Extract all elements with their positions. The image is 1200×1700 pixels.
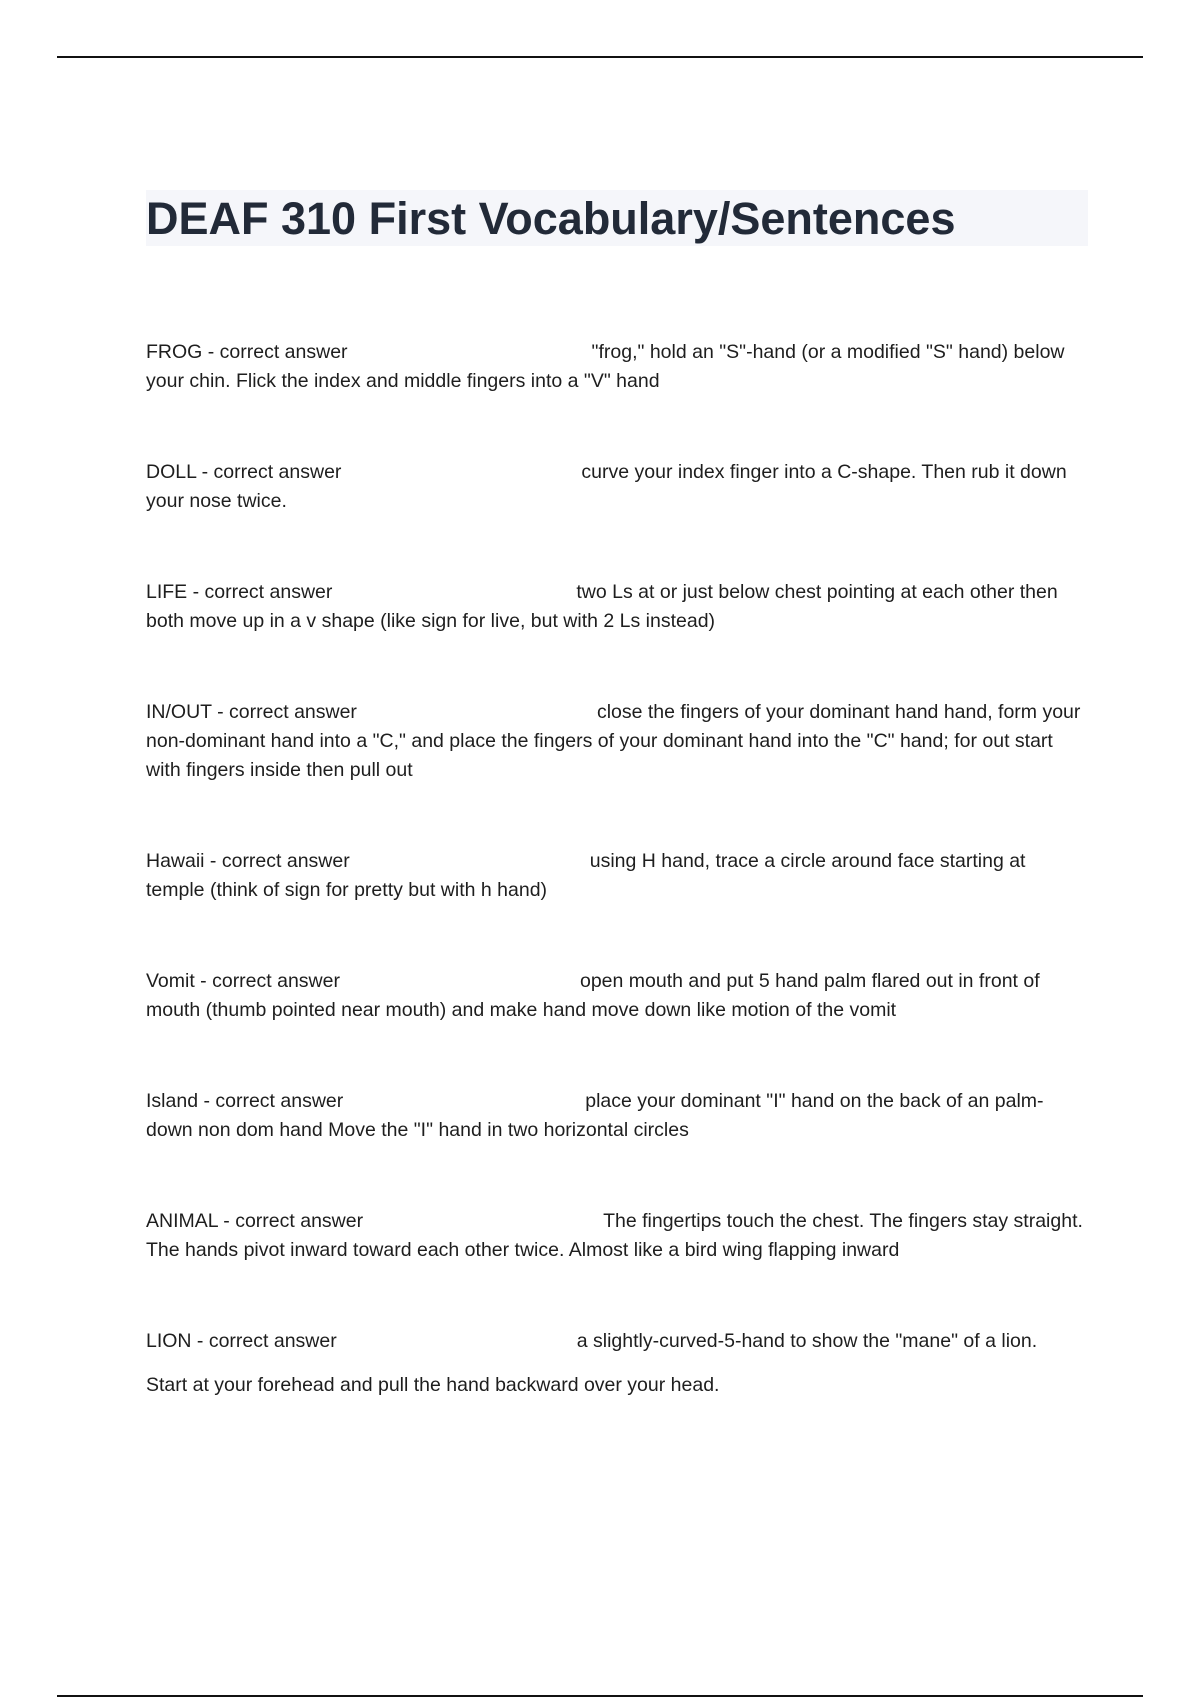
entry-term: Hawaii - correct answer — [146, 850, 350, 872]
vocab-entry-animal — [146, 1207, 1086, 1265]
document-title: DEAF 310 First Vocabulary/Sentences — [146, 193, 956, 244]
entry-definition: "frog," hold an "S"-hand (or a modified "S" hand) below your chin. Flick the index and middle fingers into a "V" hand — [146, 341, 1065, 392]
vocabulary-list — [146, 338, 1086, 1462]
vocab-entry-doll — [146, 458, 1086, 516]
entry-definition: two Ls at or just below chest pointing at each other then both move up in a v shape (like sign for live, but with 2 Ls instead) — [146, 581, 1058, 632]
entry-term: DOLL - correct answer — [146, 461, 342, 483]
entry-term: Vomit - correct answer — [146, 970, 340, 992]
entry-term: IN/OUT - correct answer — [146, 701, 357, 723]
vocab-entry-hawaii — [146, 847, 1086, 905]
entry-definition: curve your index finger into a C-shape. Then rub it down your nose twice. — [146, 461, 1067, 512]
vocab-entry-frog — [146, 338, 1086, 396]
entry-definition: close the fingers of your dominant hand hand, form your non-dominant hand into a "C," and place the fingers of your dominant hand into the "C" hand; for out start with fingers inside then pull out — [146, 701, 1081, 781]
entry-definition: using H hand, trace a circle around face starting at temple (think of sign for pretty but with h hand) — [146, 850, 1026, 901]
entry-definition: The fingertips touch the chest. The fingers stay straight. The hands pivot inward toward each other twice. Almost like a bird wing flapping inward — [146, 1210, 1083, 1261]
entry-definition-continued: Start at your forehead and pull the hand backward over your head. — [146, 1374, 720, 1396]
entry-definition: a slightly-curved-5-hand to show the "mane" of a lion. — [576, 1330, 1038, 1352]
top-divider — [57, 56, 1143, 58]
vocab-entry-life — [146, 578, 1086, 636]
entry-term: LION - correct answer — [146, 1330, 337, 1352]
entry-term: ANIMAL - correct answer — [146, 1210, 364, 1232]
entry-term: Island - correct answer — [146, 1090, 344, 1112]
bottom-divider — [57, 1695, 1143, 1697]
entry-definition: place your dominant "I" hand on the back of an palm-down non dom hand Move the "I" hand in two horizontal circles — [146, 1090, 1044, 1141]
vocab-entry-lion — [146, 1327, 1086, 1400]
vocab-entry-island — [146, 1087, 1086, 1145]
entry-definition: open mouth and put 5 hand palm flared out in front of mouth (thumb pointed near mouth) and make hand move down like motion of the vomit — [146, 970, 1040, 1021]
vocab-entry-vomit — [146, 967, 1086, 1025]
entry-term: LIFE - correct answer — [146, 581, 333, 603]
entry-term: FROG - correct answer — [146, 341, 348, 363]
vocab-entry-in-out — [146, 698, 1086, 785]
